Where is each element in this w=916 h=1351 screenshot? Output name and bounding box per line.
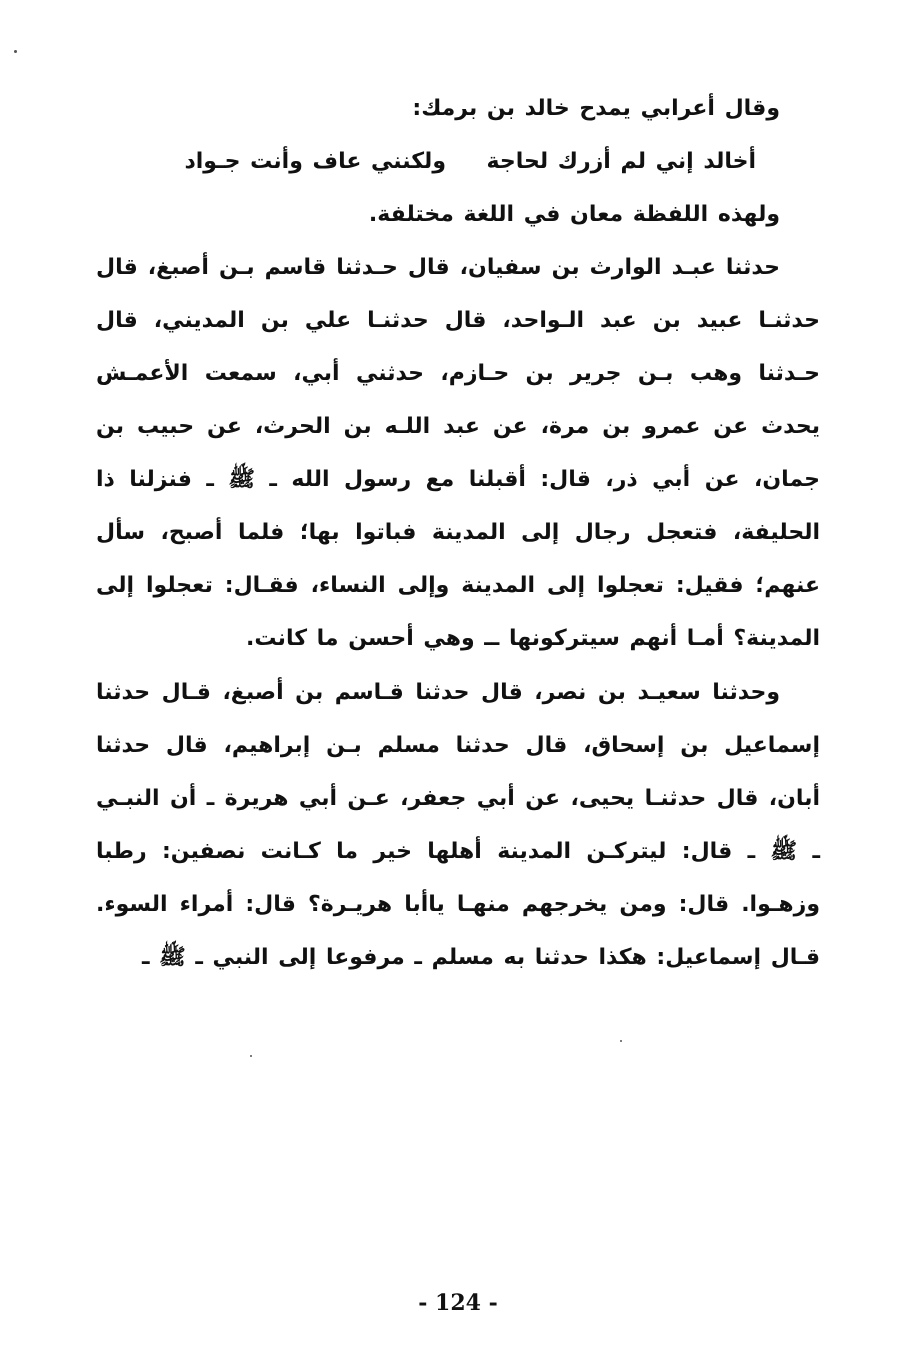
verse-second-hemistich: ولكنني عاف وأنت جـواد — [184, 149, 446, 174]
verse-first-hemistich: أخالد إني لم أزرك لحاجة — [486, 149, 756, 174]
paragraph-text: حدثنا عبـد الوارث بن سفيان، قال حـدثنا قاسم بـن أصبغ، قال حدثنـا عبيد بن عبد الـواحد، قال حدثنـا علي بن المديني، قال حـدثنا وهب بـن جرير بن حـازم، حدثني أبي، سمعت الأعمـش يحدث عن عمرو بن مرة، عن عبد اللـه بن الحرث، عن حبيب بن جمان، عن أبي ذر، قال: أقبلنا مع رسول الله ـ ﷺ ـ فنزلنا ذا الحليفة، فتعجل رجال إلى المدينة فباتوا بها؛ فلما أصبح، سأل عنهم؛ فقيل: تعجلوا إلى المدينة وإلى النساء، فقـال: تعجلوا إلى المدينة؟ أمـا أنهم سيتركونها ــ وهي أحسن ما كانت. — [96, 255, 820, 651]
intro-note: ولهذه اللفظة معان في اللغة مختلفة. — [368, 202, 780, 227]
scan-speck — [250, 1055, 252, 1057]
hadith-paragraph-1 — [96, 241, 820, 665]
paragraph-text: وحدثنا سعيـد بن نصر، قال حدثنا قـاسم بن أصبغ، قـال حدثنا إسماعيل بن إسحاق، قال حدثنا مسلم بـن إبراهيم، قال حدثنا أبان، قال حدثنـا يحيى، عن أبي جعفر، عـن أبي هريرة ـ أن النبـي ـ ﷺ ـ قال: ليتركـن المدينة أهلها خير ما كـانت نصفين: رطبا وزهـوا. قال: ومن يخرجهم منهـا ياأبا هريـرة؟ قال: أمراء السوء. قـال إسماعيل: هكذا حدثنا به مسلم ـ مرفوعا إلى النبي ـ ﷺ ـ — [96, 680, 820, 970]
poetry-verse — [96, 135, 820, 188]
scan-speck — [14, 50, 17, 53]
page-number: - 124 - — [418, 1290, 498, 1316]
hadith-paragraph-2 — [96, 666, 820, 984]
intro-line: وقال أعرابي يمدح خالد بن برمك: — [412, 96, 780, 121]
intro-block — [96, 82, 820, 241]
scan-speck — [620, 1040, 622, 1042]
